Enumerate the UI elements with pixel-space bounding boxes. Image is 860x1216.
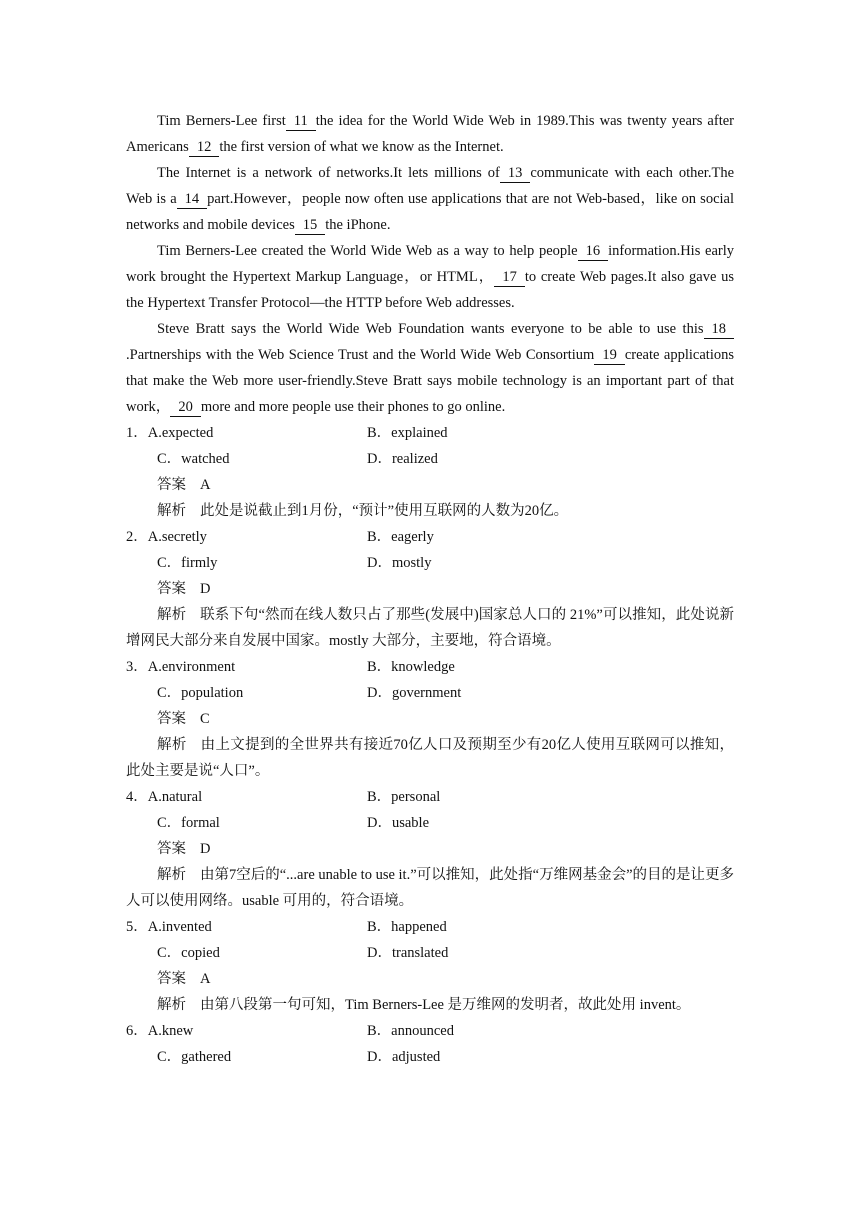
blank-20: 20 xyxy=(170,398,201,417)
options-row-2 xyxy=(126,810,734,836)
option-c: C．population xyxy=(157,685,244,701)
question-5 xyxy=(126,914,734,1018)
answer-label: 答案 xyxy=(157,711,186,727)
blank-17: 17 xyxy=(494,268,525,287)
passage-paragraph-4: Steve Bratt says the World Wide Web Foundation wants everyone to be able to use this 18.Partnerships with the Web Science Trust and the World Wide Web Consortium 19 create applications that make the Web more user-friendly.Steve Bratt says mobile technology is an important part of that work， 20 more and more people use their phones to go online. xyxy=(126,321,734,415)
option-b: B．eagerly xyxy=(367,529,434,545)
answer-line xyxy=(126,706,734,732)
option-c: C．watched xyxy=(157,451,230,467)
option-c: C．copied xyxy=(157,945,220,961)
blank-19: 19 xyxy=(594,346,625,365)
options-row-1 xyxy=(126,1018,734,1044)
options-row-1 xyxy=(126,654,734,680)
option-b: B．knowledge xyxy=(367,659,455,675)
blank-12: 12 xyxy=(189,138,220,157)
option-a: 5．A.invented xyxy=(126,919,212,935)
option-c: C．gathered xyxy=(157,1049,232,1065)
explanation xyxy=(126,498,734,524)
option-a: 1．A.expected xyxy=(126,425,214,441)
answer-line xyxy=(126,472,734,498)
passage-paragraph-3: Tim Berners-Lee created the World Wide Web as a way to help people 16 information.His early work brought the Hypertext Markup Language，or HTML， 17 to create Web pages.It also gave us the Hypertext Transfer Protocol—the HTTP before Web addresses. xyxy=(126,243,734,311)
options-row-1 xyxy=(126,914,734,940)
passage xyxy=(126,108,734,420)
answer-label: 答案 xyxy=(157,581,186,597)
blank-13: 13 xyxy=(500,164,531,183)
option-d: D．government xyxy=(367,685,462,701)
document-page xyxy=(126,108,734,1070)
answer-line xyxy=(126,966,734,992)
answer-value: D xyxy=(200,581,211,597)
options-row-2 xyxy=(126,940,734,966)
blank-14: 14 xyxy=(177,190,208,209)
option-d: D．mostly xyxy=(367,555,432,571)
explanation xyxy=(126,602,734,654)
blank-15: 15 xyxy=(295,216,326,235)
answer-label: 答案 xyxy=(157,971,186,987)
answer-line xyxy=(126,836,734,862)
question-6 xyxy=(126,1018,734,1070)
explain-label: 解析 xyxy=(157,997,186,1013)
explanation xyxy=(126,732,734,784)
options-row-2 xyxy=(126,680,734,706)
question-4 xyxy=(126,784,734,914)
question-2 xyxy=(126,524,734,654)
answer-value: A xyxy=(200,971,211,987)
blank-18: 18 xyxy=(704,320,735,339)
question-1 xyxy=(126,420,734,524)
options-row-2 xyxy=(126,550,734,576)
explain-label: 解析 xyxy=(157,737,187,753)
explain-label: 解析 xyxy=(157,607,187,623)
option-c: C．formal xyxy=(157,815,220,831)
answer-label: 答案 xyxy=(157,477,186,493)
blank-11: 11 xyxy=(286,112,316,131)
option-d: D．realized xyxy=(367,451,438,467)
options-row-2 xyxy=(126,446,734,472)
explain-text: 联系下句“然而在线人数只占了那些(发展中)国家总人口的 21%”可以推知，此处说新增网民大部分来自发展中国家。mostly 大部分，主要地，符合语境。 xyxy=(126,607,735,649)
explain-text: 由上文提到的全世界共有接近70亿人口及预期至少有20亿人使用互联网可以推知，此处主要是说“人口”。 xyxy=(126,737,735,779)
options-row-1 xyxy=(126,420,734,446)
explanation xyxy=(126,992,734,1018)
answer-label: 答案 xyxy=(157,841,186,857)
question-3 xyxy=(126,654,734,784)
blank-16: 16 xyxy=(578,242,609,261)
option-a: 3．A.environment xyxy=(126,659,236,675)
explain-text: 由第7空后的“...are unable to use it.”可以推知，此处指“万维网基金会”的目的是让更多人可以使用网络。usable 可用的，符合语境。 xyxy=(126,867,735,909)
answer-line xyxy=(126,576,734,602)
option-b: B．happened xyxy=(367,919,447,935)
option-d: D．translated xyxy=(367,945,449,961)
answer-value: A xyxy=(200,477,211,493)
explain-text: 由第八段第一句可知，Tim Berners-Lee 是万维网的发明者，故此处用 invent。 xyxy=(200,997,691,1013)
option-b: B．announced xyxy=(367,1023,454,1039)
option-d: D．usable xyxy=(367,815,430,831)
option-c: C．firmly xyxy=(157,555,218,571)
options-row-1 xyxy=(126,524,734,550)
explain-text: 此处是说截止到1月份，“预计”使用互联网的人数为20亿。 xyxy=(200,503,569,519)
passage-paragraph-1: Tim Berners-Lee first 11 the idea for the World Wide Web in 1989.This was twenty years after Americans 12 the first version of what we know as the Internet. xyxy=(126,113,734,155)
explanation xyxy=(126,862,734,914)
option-a: 4．A.natural xyxy=(126,789,203,805)
answer-value: C xyxy=(200,711,210,727)
explain-label: 解析 xyxy=(157,867,186,883)
answer-value: D xyxy=(200,841,211,857)
options-row-1 xyxy=(126,784,734,810)
option-a: 2．A.secretly xyxy=(126,529,207,545)
explain-label: 解析 xyxy=(157,503,186,519)
option-b: B．explained xyxy=(367,425,448,441)
option-d: D．adjusted xyxy=(367,1049,441,1065)
passage-paragraph-2: The Internet is a network of networks.It lets millions of 13 communicate with each other.The Web is a 14 part.However，people now often use applications that are not Web-based，like on social networks and mobile devices 15 the iPhone. xyxy=(126,165,735,233)
option-a: 6．A.knew xyxy=(126,1023,194,1039)
option-b: B．personal xyxy=(367,789,441,805)
options-row-2 xyxy=(126,1044,734,1070)
